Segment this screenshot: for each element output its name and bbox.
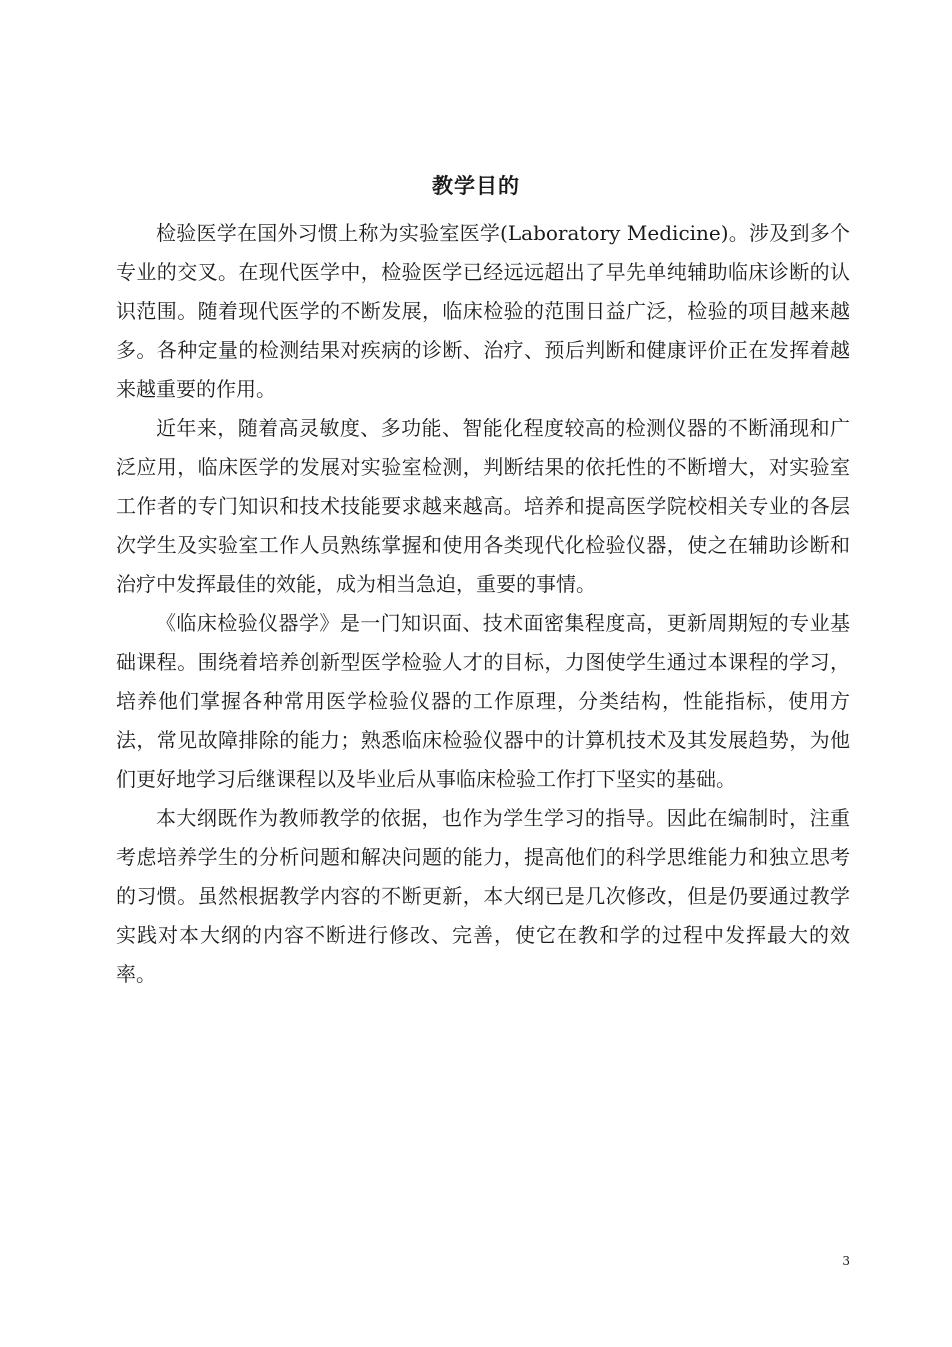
body-text: [116, 214, 850, 994]
page-number: 3: [842, 1254, 850, 1268]
page-title: 教学目的: [432, 174, 520, 198]
paragraph-4: 本大纲既作为教师教学的依据，也作为学生学习的指导。因此在编制时，注重考虑培养学生的分析问题和解决问题的能力，提高他们的科学思维能力和独立思考的习惯。虽然根据教学内容的不断更新，本大纲已是几次修改，但是仍要通过教学实践对本大纲的内容不断进行修改、完善，使它在教和学的过程中发挥最大的效率。: [116, 806, 850, 986]
paragraph-3: 《临床检验仪器学》是一门知识面、技术面密集程度高，更新周期短的专业基础课程。围绕着培养创新型医学检验人才的目标，力图使学生通过本课程的学习，培养他们掌握各种常用医学检验仪器的工作原理，分类结构，性能指标，使用方法，常见故障排除的能力；熟悉临床检验仪器中的计算机技术及其发展趋势，为他们更好地学习后继课程以及毕业后从事临床检验工作打下坚实的基础。: [116, 611, 850, 791]
paragraph-2: 近年来，随着高灵敏度、多功能、智能化程度较高的检测仪器的不断涌现和广泛应用，临床医学的发展对实验室检测，判断结果的依托性的不断增大，对实验室工作者的专门知识和技术技能要求越来越高。培养和提高医学院校相关专业的各层次学生及实验室工作人员熟练掌握和使用各类现代化检验仪器，使之在辅助诊断和治疗中发挥最佳的效能，成为相当急迫，重要的事情。: [116, 416, 850, 596]
paragraph-1: 检验医学在国外习惯上称为实验室医学(Laboratory Medicine)。涉及到多个专业的交叉。在现代医学中，检验医学已经远远超出了早先单纯辅助临床诊断的认识范围。随着现代医学的不断发展，临床检验的范围日益广泛，检验的项目越来越多。各种定量的检测结果对疾病的诊断、治疗、预后判断和健康评价正在发挥着越来越重要的作用。: [116, 221, 850, 401]
